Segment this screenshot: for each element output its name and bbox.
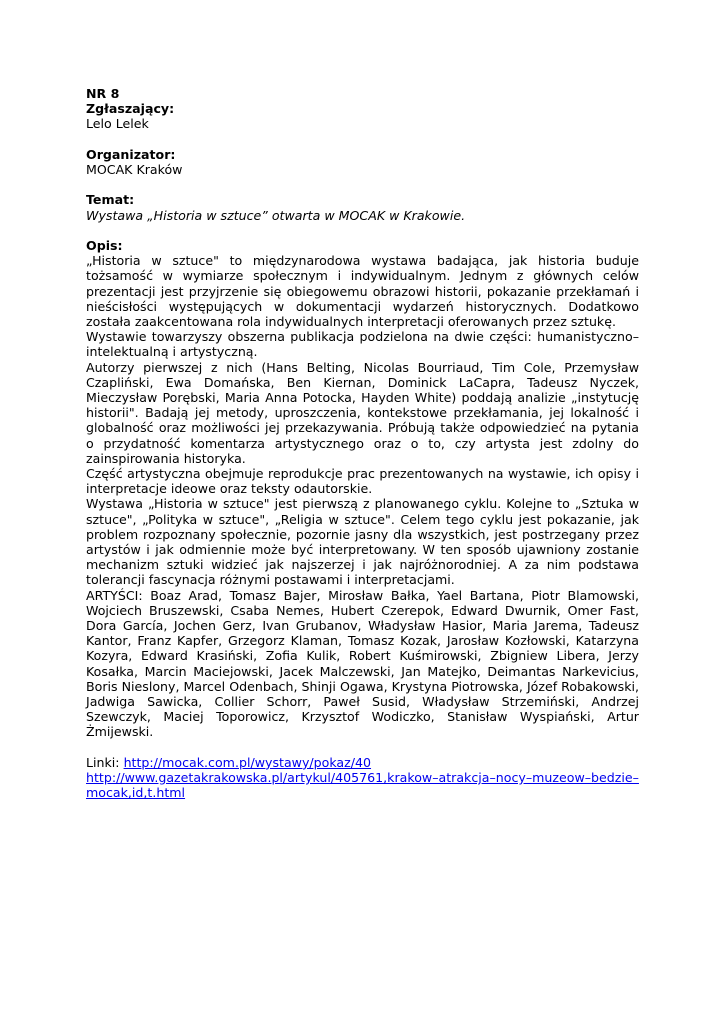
topic-label: Temat: bbox=[86, 192, 135, 208]
description-paragraph: Wystawie towarzyszy obszerna publikacja podzielona na dwie części: humanistyczno–intelektualną i artystyczną. bbox=[86, 329, 639, 360]
topic-value: Wystawa „Historia w sztuce” otwarta w MOCAK w Krakowie. bbox=[86, 207, 466, 223]
spacer bbox=[86, 177, 639, 192]
description-paragraph: Autorzy pierwszej z nich (Hans Belting, Nicolas Bourriaud, Tim Cole, Przemysław Czapliński, Ewa Domańska, Ben Kiernan, Dominick LaCapra, Tadeusz Nyczek, Mieczysław Porębski, Maria Anna Potocka, Hayden White) poddają analizie „instytucję historii". Badają jej metody, uproszczenia, kontekstowe przekłamania, jej lokalność i globalność oraz możliwości jej przekazywania. Próbują także odpowiedzieć na pytania o przydatność komentarza artystycznego oraz o to, czy artysta jest zdolny do zainspirowania historyka. bbox=[86, 359, 639, 466]
link-gazeta-krakowska[interactable]: http://www.gazetakrakowska.pl/artykul/405761,krakow–atrakcja–nocy–muzeow–bedzie–mocak,id,t.html bbox=[86, 770, 639, 801]
entry-number: NR 8 bbox=[86, 86, 120, 101]
organizer-label: Organizator: bbox=[86, 146, 176, 162]
description-paragraph: Część artystyczna obejmuje reprodukcje prac prezentowanych na wystawie, ich opisy i interpretacje ideowe oraz teksty odautorskie. bbox=[86, 466, 639, 497]
artists-paragraph: ARTYŚCI: Boaz Arad, Tomasz Bajer, Mirosław Bałka, Yael Bartana, Piotr Blamowski, Wojciech Bruszewski, Csaba Nemes, Hubert Czerepok, Edward Dwurnik, Omer Fast, Dora García, Jochen Gerz, Ivan Grubanov, Władysław Hasior, Maria Jarema, Tadeusz Kantor, Franz Kapfer, Grzegorz Klaman, Tomasz Kozak, Jarosław Kozłowski, Katarzyna Kozyra, Edward Krasiński, Zofia Kulik, Robert Kuśmirowski, Zbigniew Libera, Jerzy Kosałka, Marcin Maciejowski, Jacek Malczewski, Jan Matejko, Deimantas Narkevicius, Boris Nieslony, Marcel Odenbach, Shinji Ogawa, Krystyna Piotrowska, Józef Robakowski, Jadwiga Sawicka, Collier Schorr, Paweł Susid, Władysław Strzemiński, Andrzej Szewczyk, Maciej Toporowicz, Krzysztof Wodiczko, Stanisław Wyspiański, Artur Żmijewski. bbox=[86, 587, 639, 740]
spacer bbox=[86, 132, 639, 147]
submitter-label: Zgłaszający: bbox=[86, 101, 175, 117]
description-paragraph: Wystawa „Historia w sztuce" jest pierwszą z planowanego cyklu. Kolejne to „Sztuka w sztuce", „Polityka w sztuce", „Religia w sztuce". Celem tego cyklu jest pokazanie, jak problem rozpoznany społecznie, pozornie jasny dla wszystkich, jest postrzegany przez artystów i jak odmiennie może być interpretowany. W ten sposób ujawniony zostanie mechanizm sztuki widzieć jak najszerzej i jak najróżnorodniej. A za nim podstawa tolerancji fascynacja różnymi postawami i interpretacjami. bbox=[86, 496, 639, 588]
submitter-value: Lelo Lelek bbox=[86, 116, 149, 132]
organizer-value: MOCAK Kraków bbox=[86, 162, 183, 177]
links-section bbox=[86, 755, 639, 801]
links-label: Linki: bbox=[86, 754, 120, 770]
description-paragraph: „Historia w sztuce" to międzynarodowa wystawa badająca, jak historia buduje tożsamość w wymiarze społecznym i indywidualnym. Jednym z głównych celów prezentacji jest przyjrzenie się obiegowemu obrazowi historii, pokazanie przekłamań i nieścisłości występujących w dokumentacji wydarzeń historycznych. Dodatkowo została zaakcentowana rola indywidualnych interpretacji oferowanych przez sztukę. bbox=[86, 253, 639, 329]
link-mocak[interactable]: http://mocak.com.pl/wystawy/pokaz/40 bbox=[123, 754, 372, 770]
spacer bbox=[86, 223, 639, 238]
spacer bbox=[86, 740, 639, 755]
document-page bbox=[86, 86, 639, 800]
description-label: Opis: bbox=[86, 237, 123, 253]
